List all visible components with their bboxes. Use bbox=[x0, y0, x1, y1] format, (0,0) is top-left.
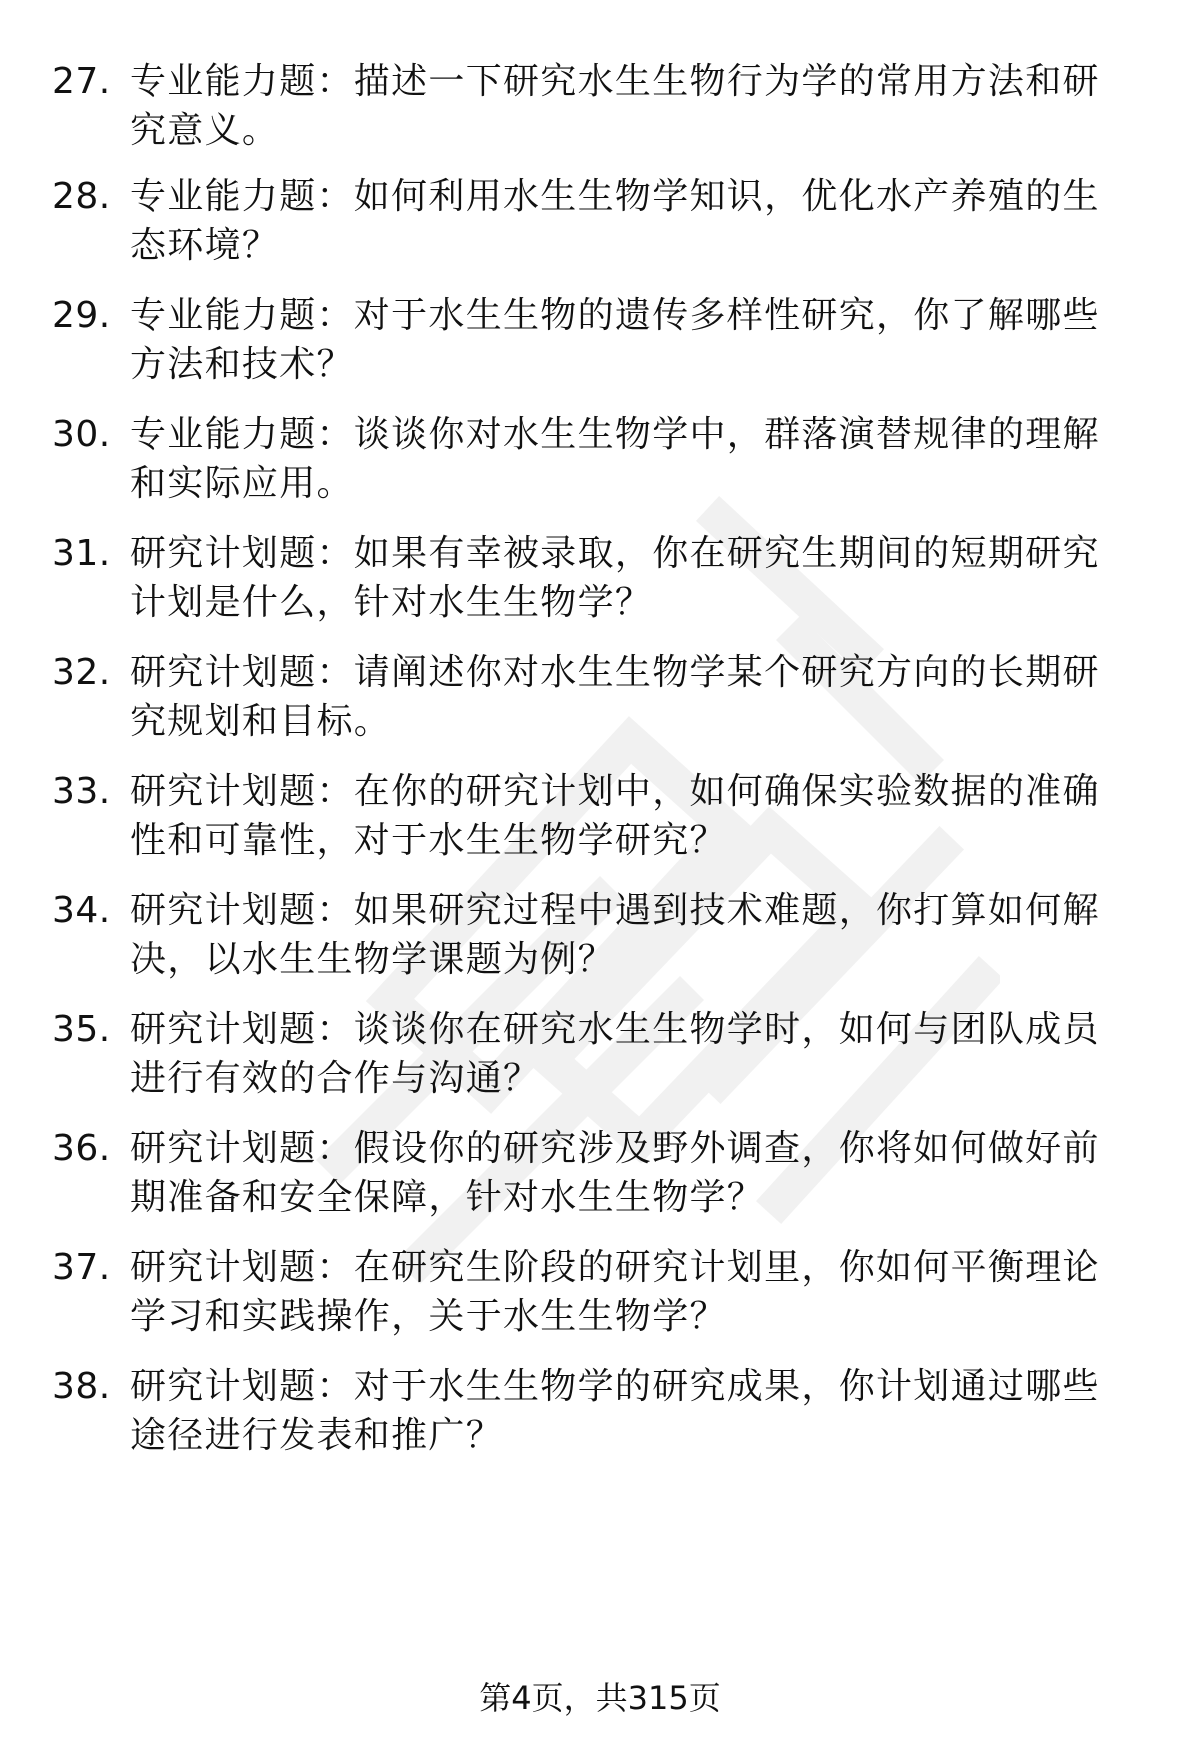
question-number: 32. bbox=[52, 652, 111, 693]
question-number: 30. bbox=[52, 414, 111, 455]
question-number: 38. bbox=[52, 1366, 111, 1407]
question-text: 研究计划题：如果有幸被录取，你在研究生期间的短期研究计划是什么，针对水生生物学？ bbox=[130, 533, 1100, 623]
question-number: 31. bbox=[52, 533, 111, 574]
question-number: 27. bbox=[52, 61, 111, 102]
page-number-label: 第4页，共315页 bbox=[479, 1679, 721, 1717]
question-number: 33. bbox=[52, 771, 111, 812]
question-number: 37. bbox=[52, 1247, 111, 1288]
question-number: 35. bbox=[52, 1009, 111, 1050]
question-text: 专业能力题：谈谈你对水生生物学中，群落演替规律的理解和实际应用。 bbox=[130, 414, 1100, 504]
question-number: 34. bbox=[52, 890, 111, 931]
question-text: 专业能力题：如何利用水生生物学知识，优化水产养殖的生态环境？ bbox=[130, 176, 1100, 266]
page-footer bbox=[0, 1678, 1200, 1718]
question-number: 36. bbox=[52, 1128, 111, 1169]
question-text: 研究计划题：在研究生阶段的研究计划里，你如何平衡理论学习和实践操作，关于水生生物学？ bbox=[130, 1247, 1100, 1337]
question-text: 研究计划题：谈谈你在研究水生生物学时，如何与团队成员进行有效的合作与沟通？ bbox=[130, 1009, 1100, 1099]
question-number: 29. bbox=[52, 295, 111, 336]
question-text: 研究计划题：请阐述你对水生生物学某个研究方向的长期研究规划和目标。 bbox=[130, 652, 1100, 742]
question-text: 研究计划题：假设你的研究涉及野外调查，你将如何做好前期准备和安全保障，针对水生生物学？ bbox=[130, 1128, 1100, 1218]
question-text: 研究计划题：如果研究过程中遇到技术难题，你打算如何解决，以水生生物学课题为例？ bbox=[130, 890, 1100, 980]
question-text: 专业能力题：对于水生生物的遗传多样性研究，你了解哪些方法和技术？ bbox=[130, 295, 1100, 385]
question-text: 研究计划题：在你的研究计划中，如何确保实验数据的准确性和可靠性，对于水生生物学研究？ bbox=[130, 771, 1100, 861]
question-text: 研究计划题：对于水生生物学的研究成果，你计划通过哪些途径进行发表和推广？ bbox=[130, 1366, 1100, 1456]
question-number: 28. bbox=[52, 176, 111, 217]
question-text: 专业能力题：描述一下研究水生生物行为学的常用方法和研究意义。 bbox=[130, 61, 1100, 151]
